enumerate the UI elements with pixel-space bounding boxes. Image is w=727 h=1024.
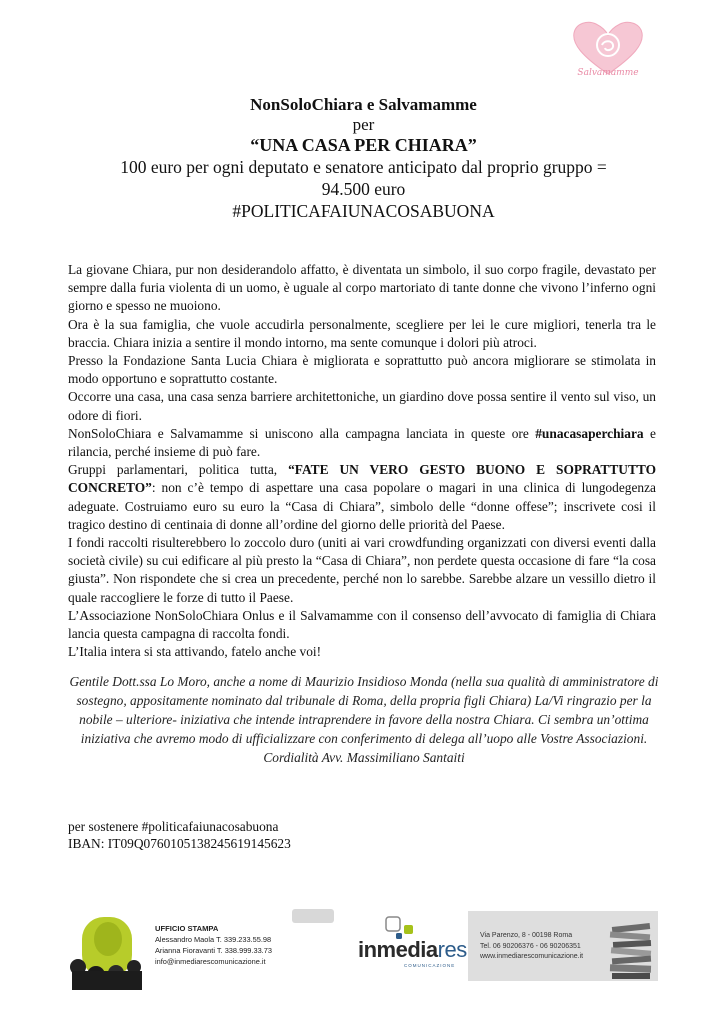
- support-hashtag: per sostenere #politicafaiunacosabuona: [68, 819, 279, 834]
- title-block: [60, 95, 667, 222]
- address-text: [480, 931, 583, 963]
- paragraph-1: La giovane Chiara, pur non desiderandolo affatto, è diventata un simbolo, il suo corpo fragile, devastato per sempre dalla furia violenta di un uomo, è uguale al corpo martoriato di tante donne che vivono l’inferno ogni giorno e spesso ne muoiono.: [68, 262, 656, 314]
- p6-text-a: Gruppi parlamentari, politica tutta,: [68, 462, 289, 478]
- brand-wordmark: [358, 937, 467, 963]
- title-line-5: 94.500 euro: [321, 179, 406, 199]
- paragraph-7: I fondi raccolti risulterebbero lo zoccolo duro (uniti ai vari crowdfunding organizzati con diversi eventi dalla società civile) su cui edificare al più presto la “Casa di Chiara”, non perdete questa occasione di fare “la cosa giusta”. Non rispondete che si crea un precedente, perché non lo sarebbe. Sarebbe alzare un vessillo dietro il quale raccogliere le forze di tutto il Paese.: [68, 535, 656, 605]
- paragraph-9: L’Italia intera si sta attivando, fatelo anche voi!: [68, 644, 322, 660]
- title-line-4: 100 euro per ogni deputato e senatore anticipato dal proprio gruppo =: [120, 157, 607, 177]
- address-box: [468, 911, 658, 981]
- p6-text-b: : non c’è tempo di aspettare una casa popolare o magari in una clinica di lungodegenza adeguate. Costruiamo euro su euro la “Casa di Chiara”, simbolo delle “donne offese”; inscrivete cosi il tragico destino di centinaia di donne all’ordine del giorno delle priorità del Paese.: [68, 480, 656, 532]
- press-title: UFFICIO STAMPA: [155, 924, 219, 933]
- press-contact-1: Alessandro Maola T. 339.233.55.98: [155, 935, 272, 944]
- body-text: [68, 261, 656, 661]
- title-hashtag: #POLITICAFAIUNACOSABUONA: [232, 201, 495, 221]
- support-block: [68, 818, 291, 852]
- press-microphones-icon: [66, 915, 146, 990]
- paragraph-2: Ora è la sua famiglia, che vuole accudirla personalmente, scegliere per lei le cure migliori, tenerla tra le braccia. Chiara inizia a sentire il mondo intorno, ma sente comunque i dolori più atroci.: [68, 316, 656, 350]
- paragraph-8: L’Associazione NonSoloChiara Onlus e il Salvamamme con il consenso dell’avvocato di famiglia di Chiara lancia questa campagna di raccolta fondi.: [68, 607, 656, 642]
- brand-res: res: [437, 937, 467, 962]
- paragraph-5: [68, 425, 656, 461]
- paragraph-6: [68, 461, 656, 534]
- title-line-2: per: [352, 115, 375, 134]
- p5-hashtag: #unacasaperchiara: [535, 425, 644, 441]
- paragraph-3: Presso la Fondazione Santa Lucia Chiara è migliorata e soprattutto può ancora migliorare se stimolata in modo opportuno e soprattutto costante.: [68, 353, 656, 387]
- title-line-1: NonSoloChiara e Salvamamme: [250, 95, 477, 114]
- press-office: [155, 923, 272, 967]
- title-line-3: “UNA CASA PER CHIARA”: [250, 135, 477, 155]
- footer: [0, 905, 727, 995]
- brand-main: inmedia: [358, 937, 438, 962]
- address-line-1: Via Parenzo, 8 - 00198 Roma: [480, 932, 573, 939]
- p5-text-a: NonSoloChiara e Salvamamme si uniscono alla campagna lanciata in queste ore: [68, 425, 536, 441]
- gray-tab: [292, 909, 334, 923]
- paragraph-4: Occorre una casa, una casa senza barriere architettoniche, un giardino dove possa sentire il vento sul viso, un odore di fiori.: [68, 389, 656, 423]
- paper-stack-icon: [606, 917, 656, 981]
- iban: IBAN: IT09Q0760105138245619145623: [68, 836, 291, 851]
- address-line-3: www.inmediarescomunicazione.it: [480, 953, 584, 960]
- brand-sub: COMUNICAZIONE: [404, 963, 456, 968]
- press-email: info@inmediarescomunicazione.it: [155, 957, 266, 966]
- salvamamme-logo: [568, 18, 648, 84]
- press-contact-2: Arianna Fioravanti T. 338.999.33.73: [155, 946, 272, 955]
- p5-text-b: e rilancia, perché insieme di può fare.: [68, 425, 656, 460]
- address-line-2: Tel. 06 90206376 - 06 90206351: [480, 942, 581, 950]
- p6-bold: “FATE UN VERO GESTO BUONO E SOPRATTUTTO CONCRETO”: [68, 462, 656, 496]
- logo-text: Salvamamme: [577, 68, 639, 78]
- inmediares-logo: [354, 915, 467, 975]
- lawyer-quote: Gentile Dott.ssa Lo Moro, anche a nome di Maurizio Insidioso Monda (nella sua qualità di amministratore di sostegno, appositamente nominato dal tribunale di Roma, della propria figli Chiara) La/Vi ringrazio per la nobile – ulteriore- iniziativa che intende intraprendere in favore della nostra Chiara. Ci sembra un’ottima iniziativa che avremo modo di ufficializzare con conferimento di delega all’uopo alle Vostre Associazioni. Cordialità Avv. Massimiliano Santaiti: [69, 674, 659, 765]
